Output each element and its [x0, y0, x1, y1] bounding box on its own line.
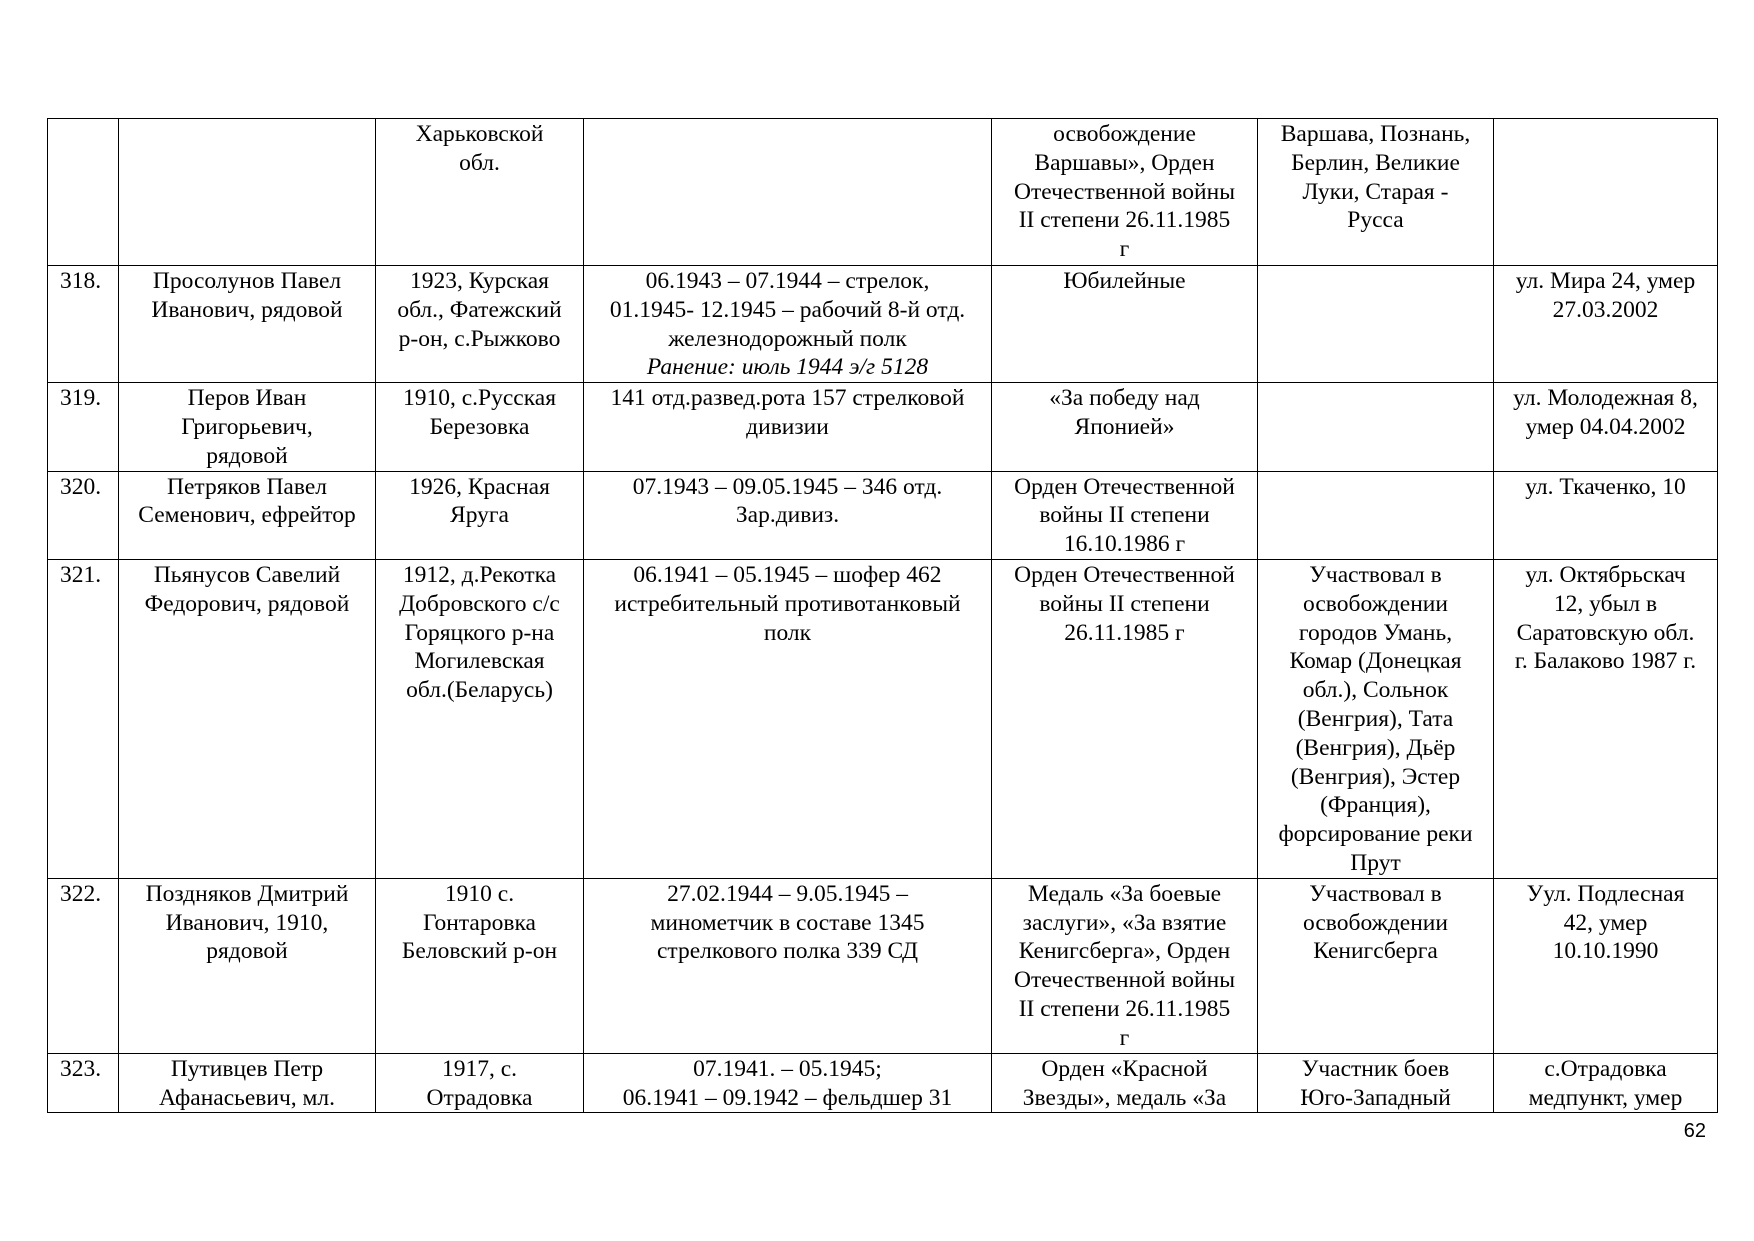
awards-info: «За победу над Японией» — [992, 383, 1258, 471]
address-info: с.Отрадовка медпункт, умер — [1494, 1053, 1718, 1113]
wound-note: Ранение: июль 1944 э/г 5128 — [646, 354, 929, 381]
service-text: 06.1941 – 05.1945 – шофер 462 истребительный противотанковый полк — [614, 561, 961, 646]
service-info — [584, 878, 992, 1053]
person-name: Перов Иван Григорьевич, рядовой — [119, 383, 376, 471]
table-row — [48, 878, 1718, 1053]
address-info: ул. Молодежная 8, умер 04.04.2002 — [1494, 383, 1718, 471]
service-info — [584, 119, 992, 266]
battles-info: Участвовал в освобождении Кенигсберга — [1258, 878, 1494, 1053]
awards-info: освобождение Варшавы», Орден Отечественной войны II степени 26.11.1985 г — [992, 119, 1258, 266]
birth-info: 1910 с. Гонтаровка Беловский р-он — [376, 878, 584, 1053]
battles-info — [1258, 471, 1494, 559]
table-row — [48, 559, 1718, 878]
person-name: Пьянусов Савелий Федорович, рядовой — [119, 559, 376, 878]
address-info: ул. Мира 24, умер 27.03.2002 — [1494, 266, 1718, 383]
person-name: Путивцев Петр Афанасьевич, мл. — [119, 1053, 376, 1113]
service-info — [584, 1053, 992, 1113]
person-name — [119, 119, 376, 266]
service-info — [584, 266, 992, 383]
service-text: 141 отд.развед.рота 157 стрелковой дивизии — [610, 385, 965, 440]
service-info — [584, 383, 992, 471]
row-number: 320. — [48, 471, 119, 559]
service-info — [584, 559, 992, 878]
page-number: 62 — [1683, 1120, 1706, 1142]
birth-info: Харьковской обл. — [376, 119, 584, 266]
veterans-table — [47, 118, 1718, 1113]
address-info: ул. Октябрьскач 12, убыл в Саратовскую обл. г. Балаково 1987 г. — [1494, 559, 1718, 878]
table-row — [48, 1053, 1718, 1113]
table-row — [48, 266, 1718, 383]
row-number: 323. — [48, 1053, 119, 1113]
service-text: 07.1943 – 09.05.1945 – 346 отд. Зар.дивиз. — [632, 473, 943, 529]
table-row — [48, 471, 1718, 559]
address-info: Уул. Подлесная 42, умер 10.10.1990 — [1494, 878, 1718, 1053]
table-row — [48, 383, 1718, 471]
service-text: 06.1943 – 07.1944 – стрелок, 01.1945- 12.1945 – рабочий 8-й отд. железнодорожный полк — [609, 268, 966, 352]
service-info — [584, 471, 992, 559]
birth-info: 1910, с.Русская Березовка — [376, 383, 584, 471]
birth-info: 1923, Курская обл., Фатежский р-он, с.Рыжково — [376, 266, 584, 383]
awards-info: Орден Отечественной войны II степени 16.10.1986 г — [992, 471, 1258, 559]
person-name: Просолунов Павел Иванович, рядовой — [119, 266, 376, 383]
battles-info: Участник боев Юго-Западный — [1258, 1053, 1494, 1113]
awards-info: Юбилейные — [992, 266, 1258, 383]
person-name: Петряков Павел Семенович, ефрейтор — [119, 471, 376, 559]
birth-info: 1912, д.Рекотка Добровского с/с Горяцкого р-на Могилевская обл.(Беларусь) — [376, 559, 584, 878]
battles-info — [1258, 383, 1494, 471]
awards-info: Медаль «За боевые заслуги», «За взятие Кенигсберга», Орден Отечественной войны II степени 26.11.1985 г — [992, 878, 1258, 1053]
address-info — [1494, 119, 1718, 266]
service-text: 07.1941. – 05.1945; 06.1941 – 09.1942 – фельдшер 31 — [622, 1055, 953, 1111]
row-number: 318. — [48, 266, 119, 383]
awards-info: Орден Отечественной войны II степени 26.11.1985 г — [992, 559, 1258, 878]
person-name: Поздняков Дмитрий Иванович, 1910, рядовой — [119, 878, 376, 1053]
birth-info: 1926, Красная Яруга — [376, 471, 584, 559]
table-row — [48, 119, 1718, 266]
row-number — [48, 119, 119, 266]
row-number: 319. — [48, 383, 119, 471]
battles-info: Варшава, Познань, Берлин, Великие Луки, Старая - Русса — [1258, 119, 1494, 266]
awards-info: Орден «Красной Звезды», медаль «За — [992, 1053, 1258, 1113]
birth-info: 1917, с. Отрадовка — [376, 1053, 584, 1113]
row-number: 322. — [48, 878, 119, 1053]
service-text: 27.02.1944 – 9.05.1945 – минометчик в составе 1345 стрелкового полка 339 СД — [650, 880, 925, 965]
row-number: 321. — [48, 559, 119, 878]
address-info: ул. Ткаченко, 10 — [1494, 471, 1718, 559]
battles-info — [1258, 266, 1494, 383]
battles-info: Участвовал в освобождении городов Умань, Комар (Донецкая обл.), Сольнок (Венгрия), Тата (Венгрия), Дьёр (Венгрия), Эстер (Франция), форсирование реки Прут — [1258, 559, 1494, 878]
